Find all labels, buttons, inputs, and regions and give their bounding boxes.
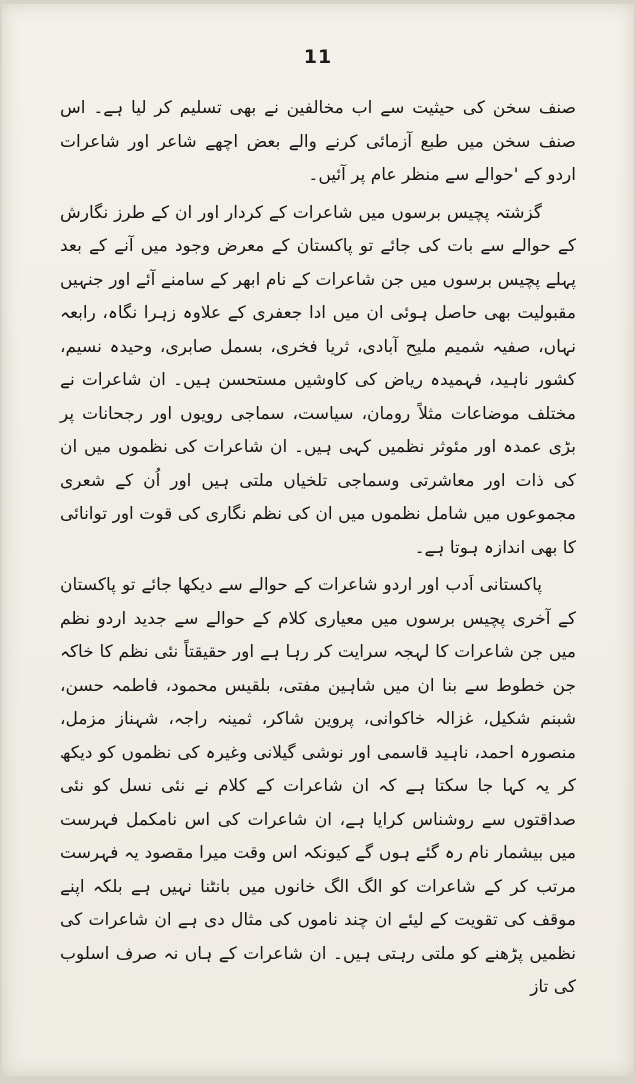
paragraph-2: گزشتہ پچیس برسوں میں شاعرات کے کردار اور ان کے طرز نگارش کے حوالے سے بات کی جائے تو پاکستان کے معرض وجود میں آنے کے بعد پہلے پچیس برسوں میں جن شاعرات کے نام ابھر کے سامنے آئے اور جنہیں مقبولیت بھی حاصل ہوئی ان میں ادا جعفری کے علاوہ زہرا نگاہ، رابعہ نہاں، صفیہ شمیم ملیح آبادی، ثریا فخری، بسمل صابری، وحیدہ نسیم، کشور ناہید، فہمیدہ ریاض کی کاوشیں مستحسن ہیں۔ ان شاعرات نے مختلف موضاعات مثلاً رومان، سیاست، سماجی رویوں اور رجحانات پر بڑی عمدہ اور مئوثر نظمیں کہی ہیں۔ ان شاعرات کی نظموں میں ان کی ذات اور معاشرتی وسماجی تلخیاں ملتی ہیں اور اُن کے شعری مجموعوں میں شامل نظموں میں ان کی نظم نگاری کی قوت اور توانائی کا بھی اندازہ ہوتا ہے۔ [60, 202, 576, 558]
book-page [2, 4, 634, 1076]
page-body-text [60, 92, 576, 1005]
paragraph-3: پاکستانی اَدب اور اردو شاعرات کے حوالے سے دیکھا جائے تو پاکستان کے آخری پچیس برسوں میں معیاری کلام کے حوالے سے جدید اردو نظم میں جن شاعرات کا لہجہ سرایت کر رہا ہے اور حقیقتاً نئی نظم کا خاکہ جن خطوط سے بنا ان میں شاہین مفتی، بلقیس محمود، فاطمہ حسن، شبنم شکیل، غزالہ خاکوانی، پروین شاکر، ثمینہ راجہ، شہناز مزمل، منصورہ احمد، ناہید قاسمی اور نوشی گیلانی وغیرہ کی نظموں کو دیکھ کر یہ کہا جا سکتا ہے کہ ان شاعرات کے کلام نے نئی نسل کو نئی صداقتوں سے روشناس کرایا ہے، ان شاعرات کی اس نامکمل فہرست میں بیشمار نام رہ گئے ہوں گے کیونکہ اس وقت میرا مقصود یہ فہرست مرتب کر کے شاعرات کو الگ الگ خانوں میں بانٹنا نہیں ہے بلکہ اپنے موقف کی تقویت کے لیئے ان چند ناموں کی مثال دی ہے ان شاعرات کی نظمیں پڑھنے کو ملتی رہتی ہیں۔ ان شاعرات کے ہاں نہ صرف اسلوب کی تاز [60, 575, 576, 997]
page-number: 11 [303, 46, 333, 68]
paragraph-1: صنف سخن کی حیثیت سے اب مخالفین نے بھی تسلیم کر لیا ہے۔ اس صنف سخن میں طبع آزمائی کرنے والے بعض اچھے شاعر اور شاعرات اردو کے 'حوالے سے منظر عام پر آئیں۔ [60, 98, 576, 185]
